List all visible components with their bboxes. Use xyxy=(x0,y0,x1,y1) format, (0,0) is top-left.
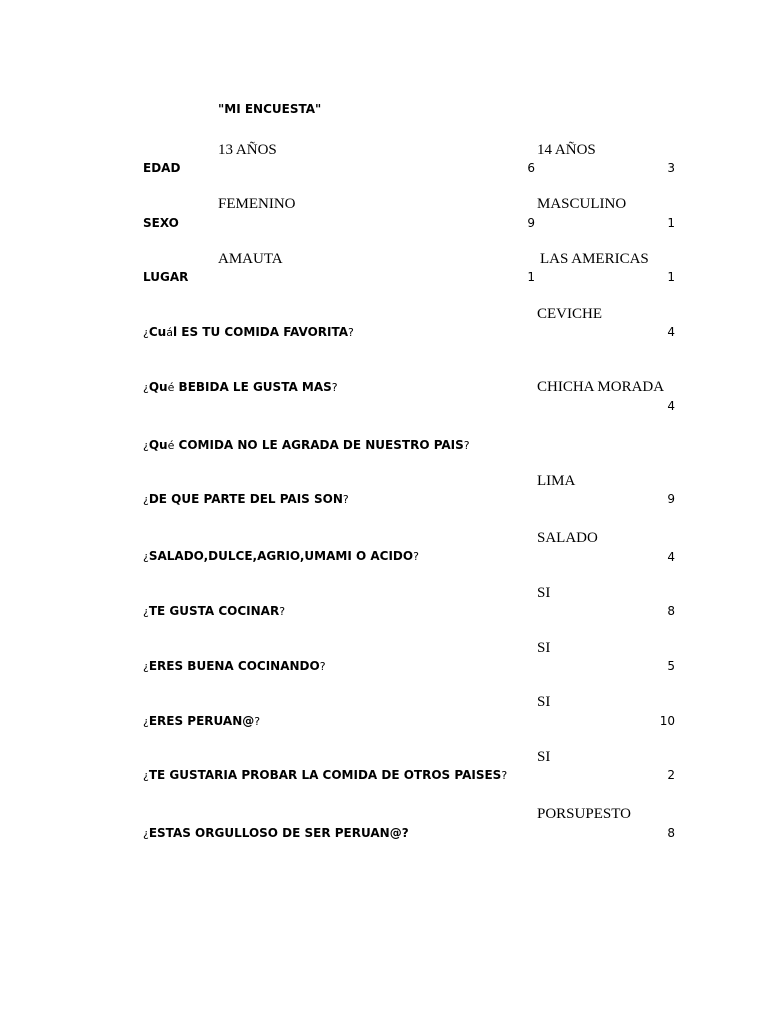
question-sabor: ¿SALADO,DULCE,AGRIO,UMAMI O ACIDO? xyxy=(143,549,419,563)
count-gusta-cocinar: 8 xyxy=(667,604,675,618)
question-probar-comida: ¿TE GUSTARIA PROBAR LA COMIDA DE OTROS PAISES? xyxy=(143,768,508,782)
edad-count-13: 6 xyxy=(527,161,535,175)
count-sabor: 4 xyxy=(667,550,675,564)
count-bebida: 4 xyxy=(667,399,675,413)
count-buena-cocinando: 5 xyxy=(667,659,675,673)
question-peruano: ¿ERES PERUAN@? xyxy=(143,714,261,728)
question-gusta-cocinar: ¿TE GUSTA COCINAR? xyxy=(143,604,286,618)
sexo-label: SEXO xyxy=(143,216,179,230)
count-comida-favorita: 4 xyxy=(667,325,675,339)
count-peruano: 10 xyxy=(659,714,675,728)
lugar-option-amauta: AMAUTA xyxy=(218,251,283,267)
edad-option-14: 14 AÑOS xyxy=(537,142,596,158)
count-orgulloso: 8 xyxy=(667,826,675,840)
count-probar-comida: 2 xyxy=(667,768,675,782)
question-bebida: ¿Qué BEBIDA LE GUSTA MAS? xyxy=(143,380,338,394)
question-comida-no-agrada: ¿Qué COMIDA NO LE AGRADA DE NUESTRO PAIS? xyxy=(143,438,470,452)
answer-gusta-cocinar: SI xyxy=(537,585,551,601)
sexo-count-femenino: 9 xyxy=(527,216,535,230)
answer-buena-cocinando: SI xyxy=(537,640,551,656)
sexo-count-masculino: 1 xyxy=(667,216,675,230)
answer-parte-pais: LIMA xyxy=(537,473,576,489)
lugar-count-amauta: 1 xyxy=(527,270,535,284)
question-parte-pais: ¿DE QUE PARTE DEL PAIS SON? xyxy=(143,492,349,506)
answer-sabor: SALADO xyxy=(537,530,598,546)
question-orgulloso: ¿ESTAS ORGULLOSO DE SER PERUAN@? xyxy=(143,826,409,840)
sexo-option-masculino: MASCULINO xyxy=(537,196,627,212)
question-comida-favorita: ¿Cuál ES TU COMIDA FAVORITA? xyxy=(143,325,354,339)
edad-count-14: 3 xyxy=(667,161,675,175)
edad-label: EDAD xyxy=(143,161,181,175)
question-buena-cocinando: ¿ERES BUENA COCINANDO? xyxy=(143,659,326,673)
count-parte-pais: 9 xyxy=(667,492,675,506)
answer-orgulloso: PORSUPESTO xyxy=(537,806,631,822)
answer-bebida: CHICHA MORADA xyxy=(537,379,665,395)
answer-peruano: SI xyxy=(537,694,551,710)
lugar-count-las-americas: 1 xyxy=(667,270,675,284)
lugar-label: LUGAR xyxy=(143,270,189,284)
sexo-option-femenino: FEMENINO xyxy=(218,196,296,212)
document-title: "MI ENCUESTA" xyxy=(218,102,322,116)
edad-option-13: 13 AÑOS xyxy=(218,142,277,158)
answer-probar-comida: SI xyxy=(537,749,551,765)
answer-comida-favorita: CEVICHE xyxy=(537,306,602,322)
lugar-option-las-americas: LAS AMERICAS xyxy=(540,251,649,267)
